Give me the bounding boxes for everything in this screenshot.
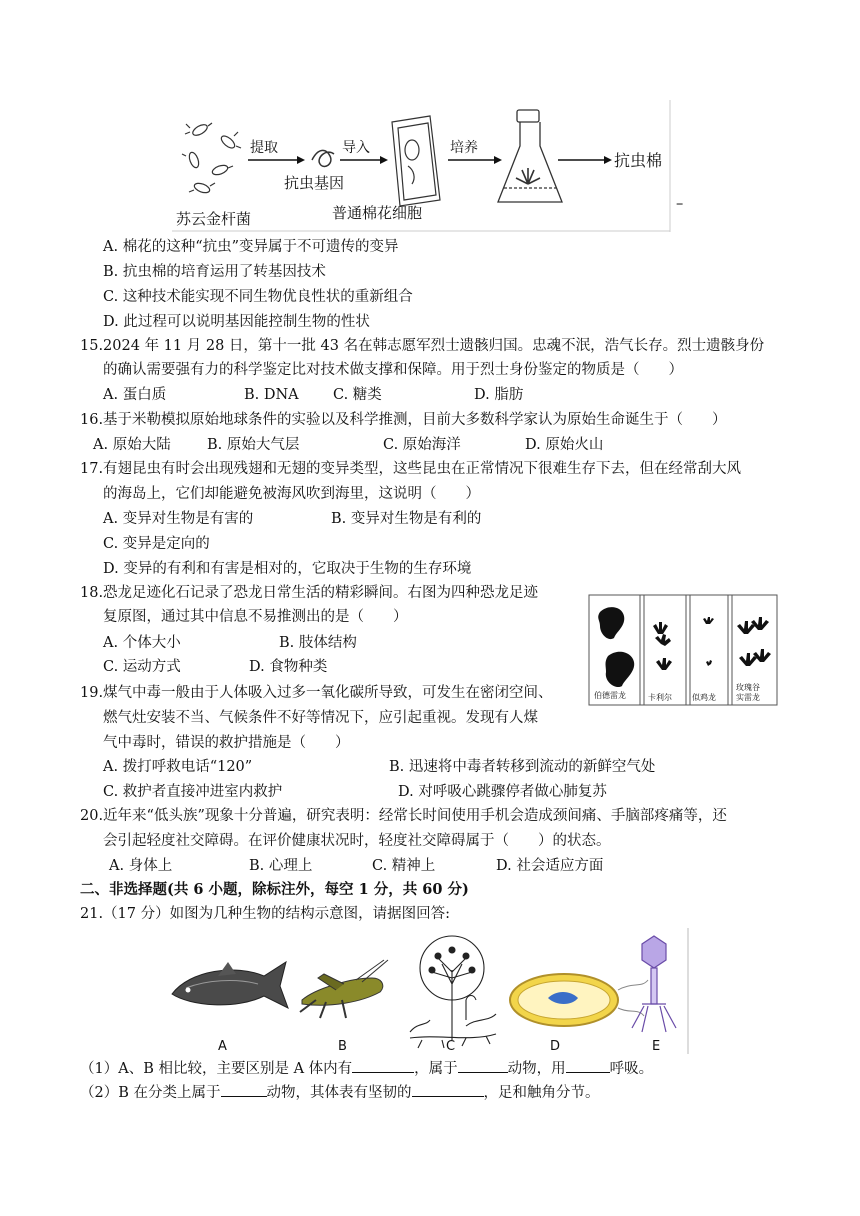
- q21-sub2-text-b: 动物，其体表有坚韧的: [266, 1085, 412, 1101]
- q20-option-a: A. 身体上: [109, 858, 173, 874]
- figure-label-c: C: [446, 1039, 456, 1054]
- footprint-label-3: 似鸡龙: [692, 693, 716, 702]
- answer-blank-4[interactable]: [221, 1082, 267, 1097]
- mold-icon: [410, 936, 496, 1048]
- q18-stem-line2: 复原图，通过其中信息不易推测出的是（ ）: [103, 609, 408, 625]
- gene-label: 抗虫基因: [284, 174, 345, 192]
- step2-label: 导入: [342, 140, 370, 156]
- q20-stem-line1: 20.近年来“低头族”现象十分普遍，研究表明：经常长时间使用手机会造成颈间痛、手脑部疼痛等，还: [80, 808, 727, 824]
- q17-option-c: C. 变异是定向的: [103, 536, 210, 552]
- q14-option-a: A. 棉花的这种“抗虫”变异属于不可遗传的变异: [103, 239, 399, 255]
- q15-stem-line1: 15.2024 年 11 月 28 日，第十一批 43 名在韩志愿军烈士遗骸归国。忠魂不泯，浩气长存。烈士遗骸身份: [80, 338, 765, 354]
- footprint-label-4b: 实雷龙: [736, 693, 760, 702]
- q16-option-c: C. 原始海洋: [383, 437, 461, 453]
- answer-blank-2[interactable]: [458, 1058, 508, 1073]
- footprint-label-2: 卡利尔: [648, 693, 672, 702]
- cell-label: 普通棉花细胞: [332, 204, 423, 222]
- q14-option-d: D. 此过程可以说明基因能控制生物的性状: [103, 314, 370, 330]
- cotton-cell-icon: [392, 116, 440, 206]
- q21-sub2-text-c: ，足和触角分节。: [483, 1085, 600, 1101]
- grasshopper-icon: [300, 960, 388, 1018]
- source-label: 苏云金杆菌: [176, 210, 252, 228]
- q19-stem-line1: 19.煤气中毒一般由于人体吸入过多一氧化碳所导致，可发生在密闭空间、: [80, 685, 553, 701]
- answer-blank-5[interactable]: [412, 1082, 484, 1097]
- q15-option-a: A. 蛋白质: [103, 387, 167, 403]
- transgenic-process-diagram: [172, 100, 672, 232]
- result-label: 抗虫棉: [614, 151, 663, 170]
- q19-stem-line3: 气中毒时，错误的救护措施是（ ）: [103, 735, 350, 751]
- q19-option-a: A. 拨打呼救电话“120”: [103, 759, 253, 775]
- q18-option-b: B. 肢体结构: [279, 635, 357, 651]
- gene-icon: [312, 150, 334, 166]
- q21-sub1-text-b: ，属于: [414, 1061, 458, 1077]
- q18-stem-line1: 18.恐龙足迹化石记录了恐龙日常生活的精彩瞬间。右图为四种恐龙足迹: [80, 585, 539, 601]
- q18-option-c: C. 运动方式: [103, 659, 181, 675]
- footprint-label-4a: 玫瑰谷: [736, 683, 760, 692]
- section2-heading: 二、非选择题(共 6 小题，除标注外，每空 1 分，共 60 分): [80, 881, 469, 898]
- q20-option-b: B. 心理上: [249, 858, 313, 874]
- bacteria-icon: [182, 123, 241, 195]
- q16-option-d: D. 原始火山: [525, 437, 604, 453]
- q19-option-c: C. 救护者直接冲进室内救护: [103, 784, 283, 800]
- q20-option-d: D. 社会适应方面: [496, 858, 604, 874]
- step1-label: 提取: [250, 140, 278, 156]
- figure-label-a: A: [218, 1039, 227, 1054]
- q19-option-b: B. 迅速将中毒者转移到流动的新鲜空气处: [389, 759, 656, 775]
- q17-option-d: D. 变异的有利和有害是相对的，它取决于生物的生存环境: [103, 561, 472, 577]
- step3-label: 培养: [450, 140, 478, 156]
- q21-stem: 21.（17 分）如图为几种生物的结构示意图，请据图回答:: [80, 906, 451, 922]
- q21-sub2-text-a: （2）B 在分类上属于: [80, 1085, 221, 1101]
- answer-blank-3[interactable]: [566, 1058, 610, 1073]
- q21-sub1: [80, 1058, 653, 1079]
- virus-icon: [632, 936, 676, 1032]
- organisms-figure: [166, 928, 690, 1054]
- q21-sub1-text-c: 动物，用: [507, 1061, 566, 1077]
- q16-option-a: A. 原始大陆: [93, 437, 171, 453]
- q14-option-c: C. 这种技术能实现不同生物优良性状的重新组合: [103, 289, 413, 305]
- q15-stem-line2: 的确认需要强有力的科学鉴定比对技术做支撑和保障。用于烈士身份鉴定的物质是（ ）: [103, 362, 683, 378]
- figure-label-d: D: [550, 1039, 561, 1054]
- culture-flask-icon: [498, 110, 562, 202]
- q14-option-b: B. 抗虫棉的培育运用了转基因技术: [103, 264, 326, 280]
- q21-sub1-text-a: （1）A、B 相比较，主要区别是 A 体内有: [80, 1061, 353, 1077]
- q19-stem-line2: 燃气灶安装不当、气候条件不好等情况下，应引起重视。发现有人煤: [103, 710, 538, 726]
- answer-blank-1[interactable]: [352, 1058, 414, 1073]
- q20-stem-line2: 会引起轻度社交障碍。在评价健康状况时，轻度社交障碍属于（ ）的状态。: [103, 833, 611, 849]
- q17-stem-line2: 的海岛上，它们却能避免被海风吹到海里，这说明（ ）: [103, 486, 480, 502]
- q15-option-c: C. 糖类: [333, 387, 382, 403]
- q19-option-d: D. 对呼吸心跳骤停者做心肺复苏: [398, 784, 607, 800]
- q16-stem: 16.基于米勒模拟原始地球条件的实验以及科学推测，目前大多数科学家认为原始生命诞生于（ ）: [80, 412, 727, 428]
- trailing-mark: –: [676, 196, 684, 212]
- q18-option-d: D. 食物种类: [249, 659, 328, 675]
- q15-option-b: B. DNA: [244, 387, 299, 403]
- q17-stem-line1: 17.有翅昆虫有时会出现残翅和无翅的变异类型，这些昆虫在正常情况下很难生存下去，但在经常刮大风: [80, 461, 742, 477]
- figure-label-e: E: [652, 1039, 661, 1054]
- transgenic-process-figure: [172, 100, 672, 232]
- dinosaur-footprint-figure: [588, 594, 778, 706]
- q20-option-c: C. 精神上: [372, 858, 436, 874]
- q16-option-b: B. 原始大气层: [207, 437, 300, 453]
- fish-icon: [172, 962, 288, 1008]
- q17-option-a: A. 变异对生物是有害的: [103, 511, 254, 527]
- figure-label-b: B: [338, 1039, 347, 1054]
- q15-option-d: D. 脂肪: [474, 387, 524, 403]
- q17-option-b: B. 变异对生物是有利的: [331, 511, 482, 527]
- q21-sub1-text-d: 呼吸。: [609, 1061, 654, 1077]
- bacterium-icon: [510, 974, 648, 1026]
- footprint-label-1: 伯德雷龙: [594, 691, 626, 700]
- q21-sub2: [80, 1082, 600, 1103]
- q18-option-a: A. 个体大小: [103, 635, 181, 651]
